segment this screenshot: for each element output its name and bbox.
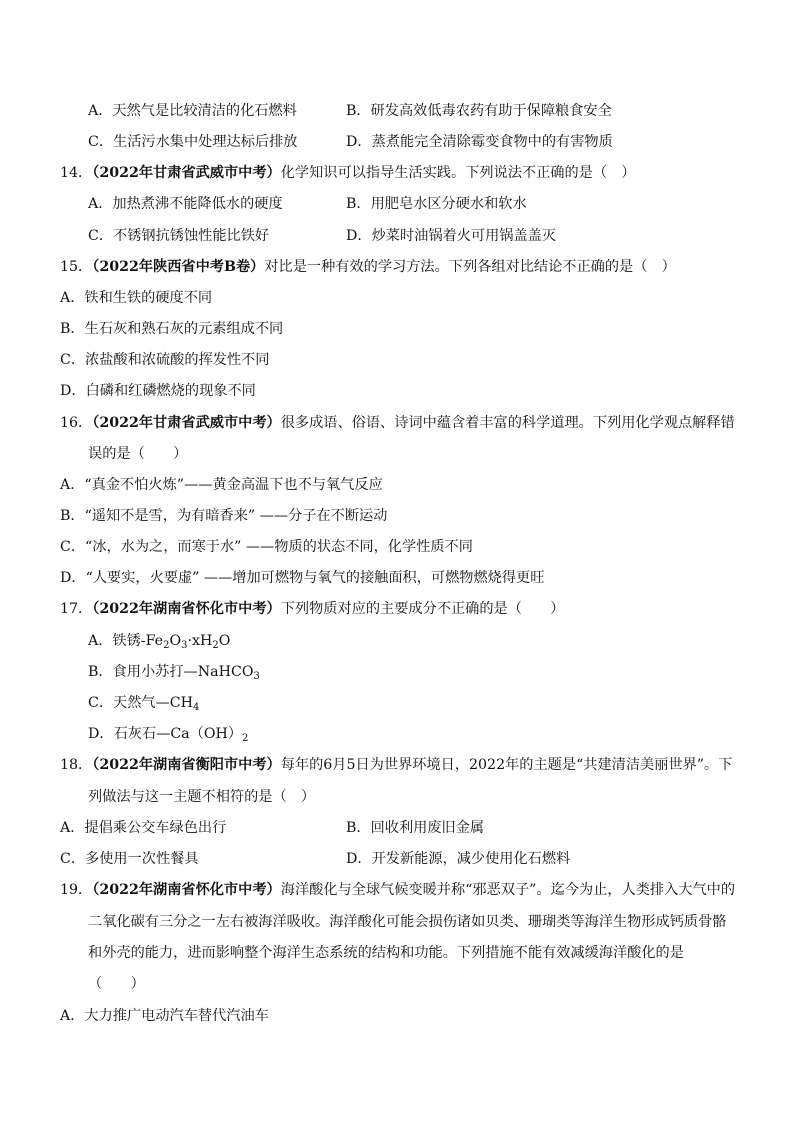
q17-option-d (88, 724, 248, 744)
q14-number: 14． (60, 165, 93, 181)
q14-option-b: B．用肥皂水区分硬水和软水 (346, 196, 527, 212)
q14-option-d: D．炒菜时油锅着火可用锅盖盖灭 (346, 228, 557, 244)
q17-a-sub: 2 (163, 640, 170, 651)
q16-number: 16． (60, 415, 93, 431)
q18-option-a: A．提倡乘公交车绿色出行 (60, 820, 227, 836)
q15-option-a: A．铁和生铁的硬度不同 (60, 290, 213, 306)
q13-option-c: C．生活污水集中处理达标后排放 (88, 134, 298, 150)
q18-number: 18． (60, 757, 93, 773)
q14-option-a: A．加热煮沸不能降低水的硬度 (88, 196, 283, 212)
q16-option-c: C．“冰，水为之，而寒于水” ——物质的状态不同，化学性质不同 (60, 539, 473, 555)
q17-a-text: O (218, 633, 231, 649)
q16-text-1: 很多成语、俗语、诗词中蕴含着丰富的科学道理。下列用化学观点解释错 (280, 415, 735, 431)
q17-d-sub: 2 (242, 733, 249, 744)
q15-text: 对比是一种有效的学习方法。下列各组对比结论不正确的是（ ） (264, 259, 676, 275)
q15-option-c: C．浓盐酸和浓硫酸的挥发性不同 (60, 352, 270, 368)
q17-a-sub: 3 (181, 640, 188, 651)
q16-option-a: A．“真金不怕火炼”——黄金高温下也不与氧气反应 (60, 477, 383, 493)
q16-option-d: D．“人要实，火要虚” ——增加可燃物与氧气的接触面积，可燃物燃烧得更旺 (60, 570, 545, 586)
q16-option-b: B．“遥知不是雪，为有暗香来” ——分子在不断运动 (60, 508, 388, 524)
q15-stem (60, 257, 676, 277)
q17-b-sub: 3 (253, 671, 260, 682)
q15-option-d: D．白磷和红磷燃烧的现象不同 (60, 383, 256, 399)
q17-a-sub: 2 (212, 640, 219, 651)
q16-text-2: 误的是（ ） (88, 446, 188, 462)
q15-number: 15． (60, 259, 93, 275)
q16-stem (60, 413, 735, 433)
q15-option-b: B．生石灰和熟石灰的元素组成不同 (60, 321, 284, 337)
q17-source: （2022年湖南省怀化市中考） (92, 601, 281, 617)
q14-option-c: C．不锈钢抗锈蚀性能比铁好 (88, 228, 270, 244)
q18-option-d: D．开发新能源，减少使用化石燃料 (346, 851, 571, 867)
q17-stem (60, 599, 564, 619)
q18-stem (60, 755, 732, 775)
q17-option-c (88, 693, 199, 713)
q17-a-text: A．铁锈-Fe (88, 633, 164, 649)
q17-a-text: O (169, 633, 182, 649)
q13-option-b: B．研发高效低毒农药有助于保障粮食安全 (346, 103, 612, 119)
q18-text-2: 列做法与这一主题不相符的是（ ） (88, 789, 316, 805)
q19-stem (60, 880, 735, 900)
q18-text-1: 每年的6月5日为世界环境日，2022年的主题是“共建清洁美丽世界”。下 (280, 757, 733, 773)
q18-source: （2022年湖南省衡阳市中考） (92, 757, 281, 773)
q17-d-text: D．石灰石—Ca（OH） (88, 726, 243, 742)
q15-source: （2022年陕西省中考B卷） (92, 259, 265, 275)
q17-c-text: C．天然气—CH (88, 695, 194, 711)
q13-option-d: D．蒸煮能完全清除霉变食物中的有害物质 (346, 134, 613, 150)
q19-text-1: 海洋酸化与全球气候变暖并称“邪恶双子”。迄今为止，人类排入大气中的 (280, 882, 736, 898)
q14-source: （2022年甘肃省武威市中考） (92, 165, 281, 181)
q17-text: 下列物质对应的主要成分不正确的是（ ） (280, 601, 565, 617)
q18-option-c: C．多使用一次性餐具 (60, 851, 199, 867)
q19-text-3: 和外壳的能力，进而影响整个海洋生态系统的结构和功能。下列措施不能有效减缓海洋酸化的是 (88, 945, 684, 961)
q18-option-b: B．回收利用废旧金属 (346, 820, 485, 836)
q17-b-text: B．食用小苏打—NaHCO (88, 664, 254, 680)
q16-source: （2022年甘肃省武威市中考） (92, 415, 281, 431)
q17-a-text: ·xH (187, 633, 213, 649)
q19-text-4: （ ） (88, 976, 145, 992)
q13-option-a: A．天然气是比较清洁的化石燃料 (88, 103, 297, 119)
q17-c-sub: 4 (193, 702, 200, 713)
q19-number: 19． (60, 882, 93, 898)
q19-option-a: A．大力推广电动汽车替代汽油车 (60, 1008, 269, 1024)
q17-option-a (88, 631, 230, 651)
q17-option-b (88, 662, 260, 682)
q19-source: （2022年湖南省怀化市中考） (92, 882, 281, 898)
q14-stem (60, 163, 635, 183)
q14-text: 化学知识可以指导生活实践。下列说法不正确的是（ ） (280, 165, 636, 181)
q19-text-2: 二氧化碳有三分之一左右被海洋吸收。海洋酸化可能会损伤诸如贝类、珊瑚类等海洋生物形成钙质骨骼 (88, 914, 727, 930)
q17-number: 17． (60, 601, 93, 617)
